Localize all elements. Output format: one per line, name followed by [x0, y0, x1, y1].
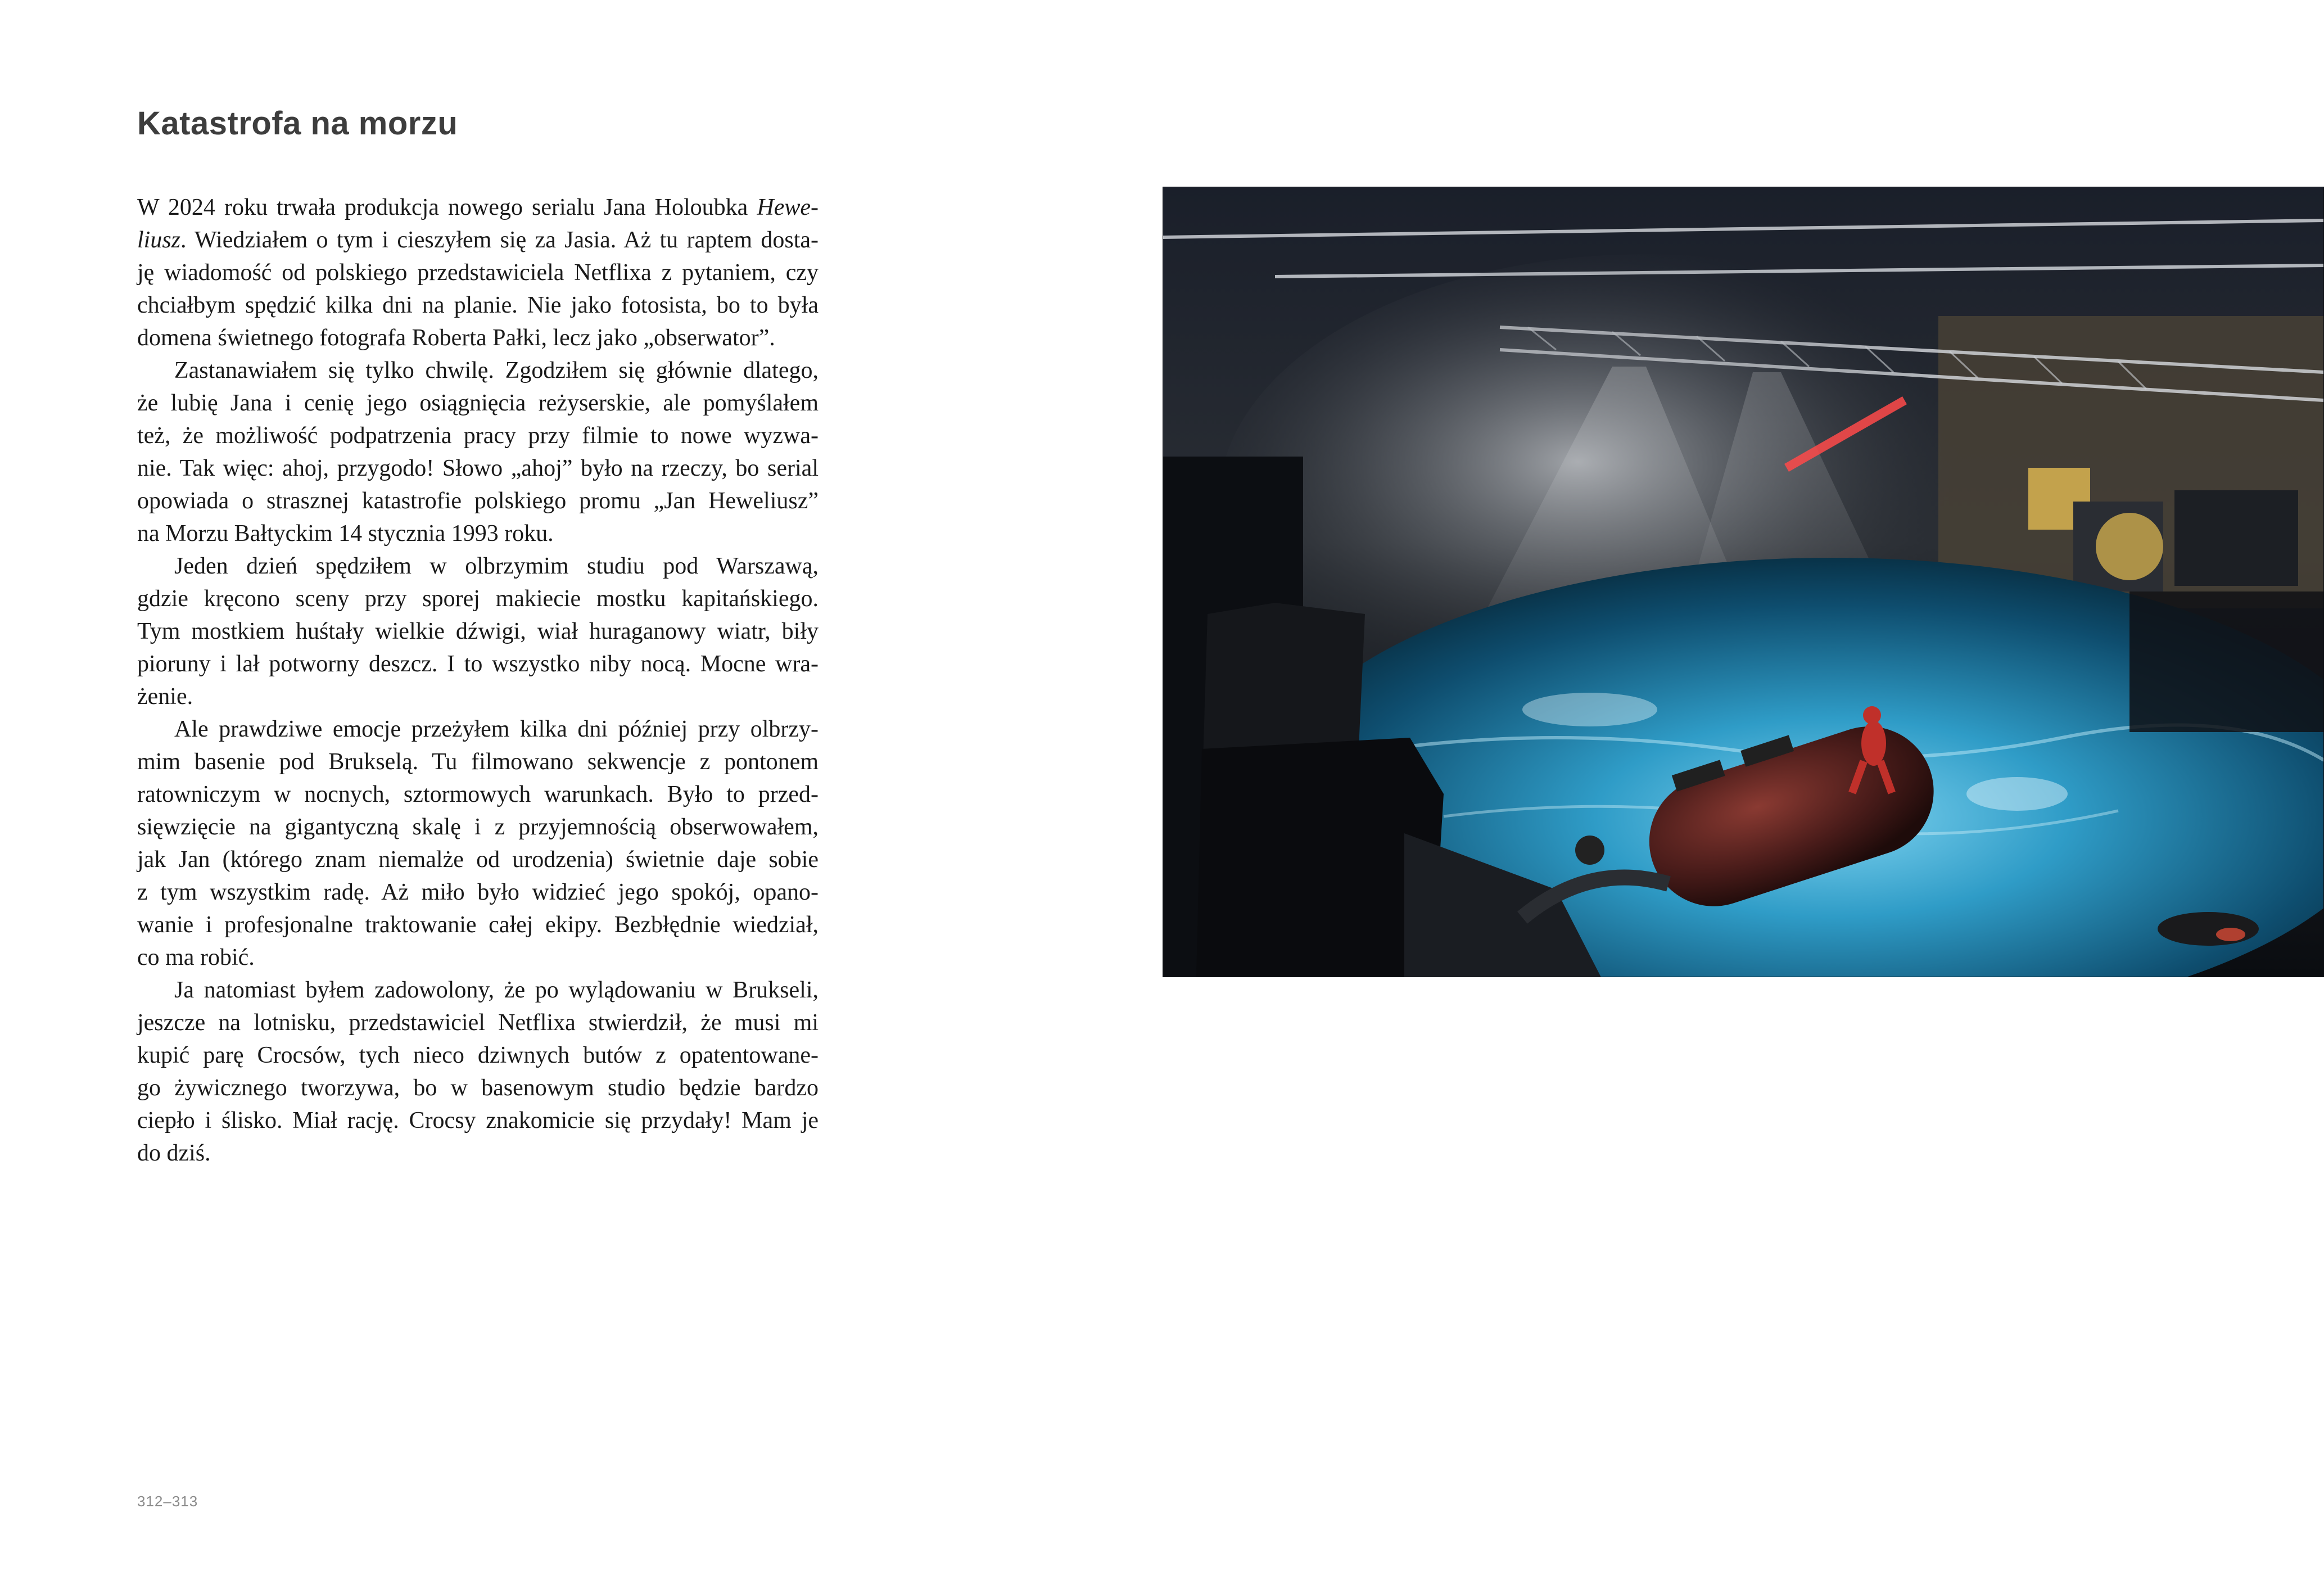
text-run: ję wiadomość od polskiego przedstawiciela Netflixa z pytaniem, czy [137, 260, 819, 286]
text-line [137, 1104, 819, 1137]
text-run: wanie i profesjonalne traktowanie całej ekipy. Bezbłędnie wiedział, [137, 912, 819, 938]
italic-title: liusz [137, 227, 181, 253]
text-line [137, 550, 819, 582]
text-run: co ma robić. [137, 945, 255, 970]
text-run: że lubię Jana i cenię jego osiągnięcia reżyserskie, ale pomyślałem [137, 390, 819, 416]
body-text [137, 191, 819, 1169]
text-run: ciepło i ślisko. Miał rację. Crocsy znakomicie się przydały! Mam je [137, 1108, 819, 1134]
text-line [137, 615, 819, 648]
text-run: na Morzu Bałtyckim 14 stycznia 1993 roku. [137, 521, 554, 547]
text-line [137, 746, 819, 778]
text-line [137, 778, 819, 811]
text-line [137, 322, 819, 354]
text-run: Jeden dzień spędziłem w olbrzymim studiu pod Warszawą, [174, 553, 819, 579]
text-line [137, 354, 819, 387]
text-run: też, że możliwość podpatrzenia pracy przy filmie to nowe wyzwa- [137, 423, 819, 449]
text-line [137, 191, 819, 224]
text-line [137, 713, 819, 746]
text-run: . Wiedziałem o tym i cieszyłem się za Jasia. Aż tu raptem dosta- [180, 227, 819, 253]
text-line [137, 1137, 819, 1169]
chapter-heading: Katastrofa na morzu [137, 105, 458, 142]
text-run: kupić parę Crocsów, tych nieco dziwnych butów z opatentowane- [137, 1042, 819, 1068]
photograph-icon [1163, 187, 2324, 977]
text-run: domena świetnego fotografa Roberta Pałki, lecz jako „obserwator”. [137, 325, 775, 351]
text-run: jeszcze na lotnisku, przedstawiciel Netflixa stwierdził, że musi mi [137, 1010, 819, 1036]
text-line [137, 876, 819, 909]
text-run: mim basenie pod Brukselą. Tu filmowano sekwencje z pontonem [137, 749, 819, 775]
text-run: Ale prawdziwe emocje przeżyłem kilka dni później przy olbrzy- [174, 716, 819, 742]
text-run: W 2024 roku trwała produkcja nowego serialu Jana Holoubka [137, 195, 757, 220]
text-run: Tym mostkiem huśtały wielkie dźwigi, wiał huraganowy wiatr, biły [137, 618, 819, 644]
text-run: nie. Tak więc: ahoj, przygodo! Słowo „ahoj” było na rzeczy, bo serial [137, 455, 819, 481]
text-line [137, 648, 819, 680]
text-line [137, 224, 819, 256]
text-line [137, 1072, 819, 1104]
text-run: jak Jan (którego znam niemalże od urodzenia) świetnie daje sobie [137, 847, 819, 873]
text-line [137, 974, 819, 1006]
text-run: sięwzięcie na gigantyczną skalę i z przyjemnością obserwowałem, [137, 814, 819, 840]
text-line [137, 1039, 819, 1072]
text-run: pioruny i lał potworny deszcz. I to wszystko niby nocą. Mocne wra- [137, 651, 819, 677]
text-line [137, 289, 819, 322]
text-run: do dziś. [137, 1140, 211, 1166]
text-line [137, 387, 819, 419]
film-set-photo [1163, 187, 2324, 977]
text-run: ratowniczym w nocnych, sztormowych warunkach. Było to przed- [137, 782, 819, 807]
text-line [137, 1006, 819, 1039]
text-line [137, 419, 819, 452]
text-line [137, 811, 819, 843]
italic-title: Hewe- [757, 195, 819, 220]
text-run: żenie. [137, 684, 193, 710]
text-line [137, 909, 819, 941]
text-line [137, 941, 819, 974]
text-line [137, 452, 819, 485]
text-run: Zastanawiałem się tylko chwilę. Zgodziłem się głównie dlatego, [174, 358, 819, 383]
text-line [137, 517, 819, 550]
text-run: Ja natomiast byłem zadowolony, że po wylądowaniu w Brukseli, [174, 977, 819, 1003]
text-run: z tym wszystkim radę. Aż miło było widzieć jego spokój, opano- [137, 879, 819, 905]
text-line [137, 256, 819, 289]
text-run: chciałbym spędzić kilka dni na planie. Nie jako fotosista, bo to była [137, 292, 819, 318]
text-line [137, 680, 819, 713]
text-line [137, 843, 819, 876]
text-line [137, 485, 819, 517]
text-line [137, 582, 819, 615]
text-run: gdzie kręcono sceny przy sporej makiecie mostku kapitańskiego. [137, 586, 819, 612]
text-run: go żywicznego tworzywa, bo w basenowym studio będzie bardzo [137, 1075, 819, 1101]
page-numbers: 312–313 [137, 1493, 198, 1510]
text-run: opowiada o strasznej katastrofie polskiego promu „Jan Heweliusz” [137, 488, 819, 514]
